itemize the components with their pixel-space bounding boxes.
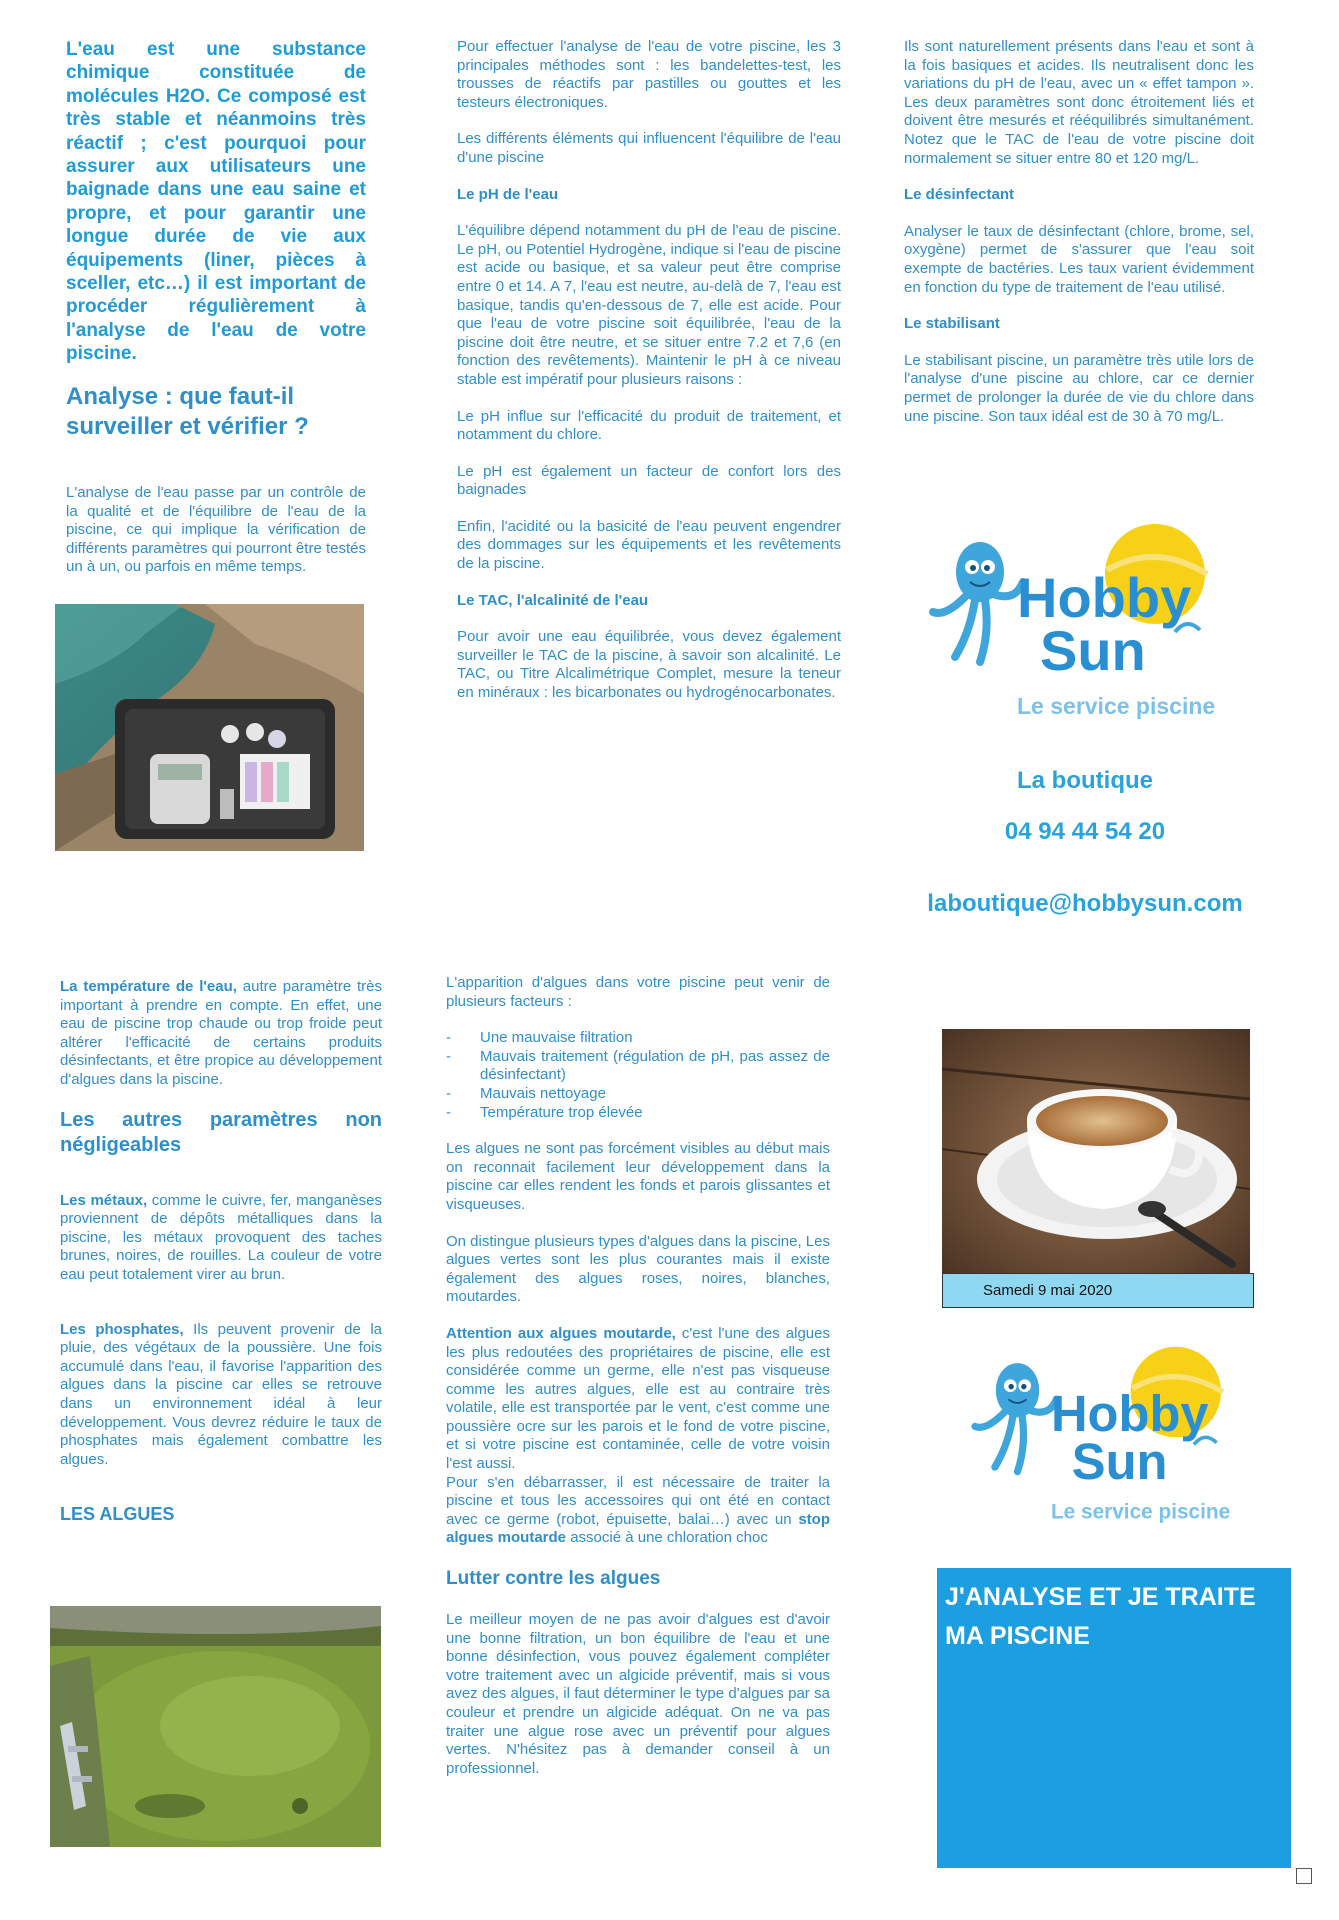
treatment-product: stop algues moutarde: [446, 1510, 830, 1547]
green-pool-image: [50, 1606, 381, 1847]
tac-continued-column: [904, 38, 1254, 444]
ph-text-confort: Le pH est également un facteur de confort lors des baignades: [457, 462, 841, 499]
mustard-rest: c'est l'une des algues les plus redoutées des propriétaires de piscine, elle est considérée comme un germe, elle n'est pas visqueuse comme les autres algues, elle est au contraire très volatile, elle est transportée par le vent, c'est comme une poussière ocre sur les parois et le fond de votre piscine, et si votre piscine est contaminée, celle de votre voisin l'est aussi.: [446, 1324, 830, 1473]
tac-heading: Le TAC, l'alcalinité de l'eau: [457, 591, 649, 609]
ph-text-chlore: Le pH influe sur l'efficacité du produit de traitement, et notamment du chlore.: [457, 407, 841, 444]
algae-factors-intro: L'apparition d'algues dans votre piscine peut venir de plusieurs facteurs :: [446, 974, 830, 1010]
metaux-text: [60, 1192, 382, 1285]
corner-checkbox[interactable]: [1296, 1868, 1312, 1884]
balance-elements-text: Les différents éléments qui influencent l'équilibre de l'eau d'une piscine: [457, 130, 841, 166]
temperature-rest: autre paramètre très important à prendre en compte. En effet, une eau de piscine trop chaude ou trop froide peut altérer l'efficacité de certains produits désinfectants, et être propice au développement d'algues dans la piscine.: [60, 978, 382, 1088]
octopus-sun-logo: [965, 1345, 1260, 1535]
temperature-lead: La température de l'eau,: [60, 978, 237, 995]
cover-title-box: [937, 1568, 1291, 1868]
algae-column: [446, 974, 830, 1796]
metaux-rest: comme le cuivre, fer, manganèses proviennent de dépôts métalliques dans la piscine, les métaux provoquent des taches brunes, noires, de rouilles. La couleur de votre eau peut totalement virer au brun.: [60, 1191, 382, 1283]
phosphates-rest: Ils peuvent provenir de la pluie, des végétaux de la poussière. Une fois accumulé dans l'eau, il favorise l'apparition des algues dans la piscine car elles se retrouve dans un environnement idéal à leur développement. Vous devrez réduire le taux de phosphates mais également combattre les algues.: [60, 1320, 382, 1468]
tac-text: Pour avoir une eau équilibrée, vous devez également surveiller le TAC de la piscine, à savoir son alcalinité. Le TAC, ou Titre Alcalimétrique Complet, mesure la teneur en minéraux : les bicarbonates ou hydrogénocarbonates.: [457, 628, 841, 702]
shop-email[interactable]: laboutique@hobbysun.com: [927, 890, 1243, 917]
treatment-a: Pour s'en débarrasser, il est nécessaire de traiter la piscine et tous les accessoires qui ont été en contact avec ce germe (robot, épuisette, balai…) avec un: [446, 1473, 830, 1528]
analyse-text: L'analyse de l'eau passe par un contrôle de la qualité et de l'équilibre de l'eau de la piscine, ce qui implique la vérification de différents paramètres qui pourront être testés un à un, ou parfois en même temps.: [66, 484, 366, 576]
algae-visibility-text: Les algues ne sont pas forcément visibles au début mais on reconnait facilement leur développement dans la piscine car elles rendent les fonds et parois glissantes et visqueuses.: [446, 1140, 830, 1213]
tac-continued-text: Ils sont naturellement présents dans l'eau et sont à la fois basiques et acides. Ils neutralisent donc les variations du pH de l'eau, avec un « effet tampon ». Les deux paramètres sont donc étroitement liés et doivent être mesurés et rééquilibrés simultanément. Notez que le TAC de l'eau de votre piscine doit normalement se situer entre 80 et 120 mg/L.: [904, 38, 1254, 167]
date-text: Samedi 9 mai 2020: [983, 1282, 1113, 1299]
ph-text-dommages: Enfin, l'acidité ou la basicité de l'eau peuvent engendrer des dommages sur les équipements et les revêtements de la piscine.: [457, 517, 841, 573]
other-params-heading: Les autres paramètres non négligeables: [60, 1108, 382, 1156]
fight-algae-heading: Lutter contre les algues: [446, 1568, 661, 1590]
analysis-methods-column: [457, 38, 841, 721]
hobbysun-logo-bottom: [965, 1345, 1260, 1535]
logo-tagline: Le service piscine: [1050, 1500, 1231, 1524]
fight-algae-text: Le meilleur moyen de ne pas avoir d'algues est d'avoir une bonne filtration, un bon équilibre de l'eau et une bonne désinfection, vous pouvez également compléter votre traitement avec un algicide préventif, mais si vous avez des algues, il faut déterminer le type d'algues par sa couleur et prendre un algicide adéquat. On ne va pas traiter une algue rose avec un préventif pour algues vertes. N'hésitez pas à demander conseil à un professionnel.: [446, 1611, 830, 1777]
analyse-paragraph: [66, 484, 366, 595]
logo-name-line2: Sun: [1040, 619, 1146, 682]
hobbysun-logo-top: [925, 522, 1245, 732]
algae-types-text: On distingue plusieurs types d'algues dans la piscine, Les algues vertes sont les plus courantes mais il existe également des algues roses, noires, blanches, moutardes.: [446, 1232, 830, 1306]
list-item: - Mauvais traitement (régulation de pH, pas assez de désinfectant): [480, 1048, 830, 1085]
treatment-b: associé à une chloration choc: [566, 1529, 768, 1547]
cover-title: J'ANALYSE ET JE TRAITE MA PISCINE: [945, 1583, 1256, 1650]
list-item: - Une mauvaise filtration: [480, 1029, 830, 1048]
stabilisant-heading: Le stabilisant: [904, 315, 1000, 333]
coffee-photo: [942, 1029, 1250, 1275]
list-item: - Mauvais nettoyage: [480, 1085, 830, 1104]
parameters-column: [60, 978, 382, 1524]
logo-name-line1: Hobby: [1050, 1384, 1209, 1442]
shop-phone[interactable]: 04 94 44 54 20: [1004, 818, 1166, 845]
water-test-kit-photo: [55, 604, 364, 851]
mustard-treatment-text: [446, 1474, 830, 1548]
stabilisant-text: Le stabilisant piscine, un paramètre très utile lors de l'analyse d'une piscine au chlore, car ce dernier permet de prolonger la durée de vie du chlore dans une piscine. Son taux idéal est de 30 à 70 mg/L.: [904, 351, 1254, 425]
shop-label: La boutique: [1017, 767, 1153, 794]
desinfectant-heading: Le désinfectant: [904, 186, 1015, 204]
ph-text: L'équilibre dépend notamment du pH de l'eau de piscine. Le pH, ou Potentiel Hydrogène, indique si l'eau de piscine est acide ou basique, et sa valeur peut être comprise entre 0 et 14. A 7, l'eau est neutre, au-delà de 7, l'eau est basique, tandis qu'en-dessous de 7, elle est acide. Pour que l'eau de votre piscine soit équilibrée, l'eau de la piscine doit être neutre, et se situer entre 7.2 et 7,6 (en fonction des revêtements). Maintenir le pH à ce niveau stable est impératif pour plusieurs raisons :: [457, 222, 841, 388]
temperature-text: [60, 978, 382, 1090]
logo-name-line2: Sun: [1071, 1432, 1168, 1490]
intro-text: L'eau est une substance chimique constituée de molécules H2O. Ce composé est très stable et néanmoins très réactif ; c'est pourquoi pour assurer aux utilisateurs une baignade dans une eau saine et propre, et pour garantir une longue durée de vie aux équipements (liner, pièces à sceller, etc…) il est important de procéder régulièrement à l'analyse de l'eau de votre piscine.: [66, 39, 366, 365]
date-box: [942, 1273, 1254, 1308]
ph-heading: Le pH de l'eau: [457, 185, 559, 203]
phosphates-text: [60, 1321, 382, 1470]
analyse-section: [66, 382, 366, 442]
mustard-algae-text: [446, 1325, 830, 1474]
test-kit-image: [55, 604, 364, 851]
methods-text: Pour effectuer l'analyse de l'eau de votre piscine, les 3 principales méthodes sont : les bandelettes-test, les trousses de réactifs par pastilles ou gouttes et les testeurs électroniques.: [457, 38, 841, 111]
octopus-sun-logo: [925, 522, 1245, 732]
analyse-heading: Analyse : que faut-il surveiller et vérifier ?: [66, 383, 309, 440]
metaux-lead: Les métaux,: [60, 1191, 148, 1209]
list-item: - Température trop élevée: [480, 1104, 830, 1123]
desinfectant-text: Analyser le taux de désinfectant (chlore, brome, sel, oxygène) permet de s'assurer que l'eau soit exempte de bactéries. Les taux varient évidemment en fonction du type de traitement de l'eau utilisé.: [904, 222, 1254, 296]
green-pool-photo: [50, 1606, 381, 1847]
algae-factors-list: [446, 1029, 830, 1122]
logo-tagline: Le service piscine: [1017, 693, 1216, 719]
logo-name-line1: Hobby: [1017, 566, 1192, 629]
algues-heading: LES ALGUES: [60, 1504, 175, 1525]
phosphates-lead: Les phosphates,: [60, 1320, 184, 1338]
mustard-lead: Attention aux algues moutarde,: [446, 1324, 676, 1342]
coffee-cup-image: [942, 1029, 1250, 1275]
